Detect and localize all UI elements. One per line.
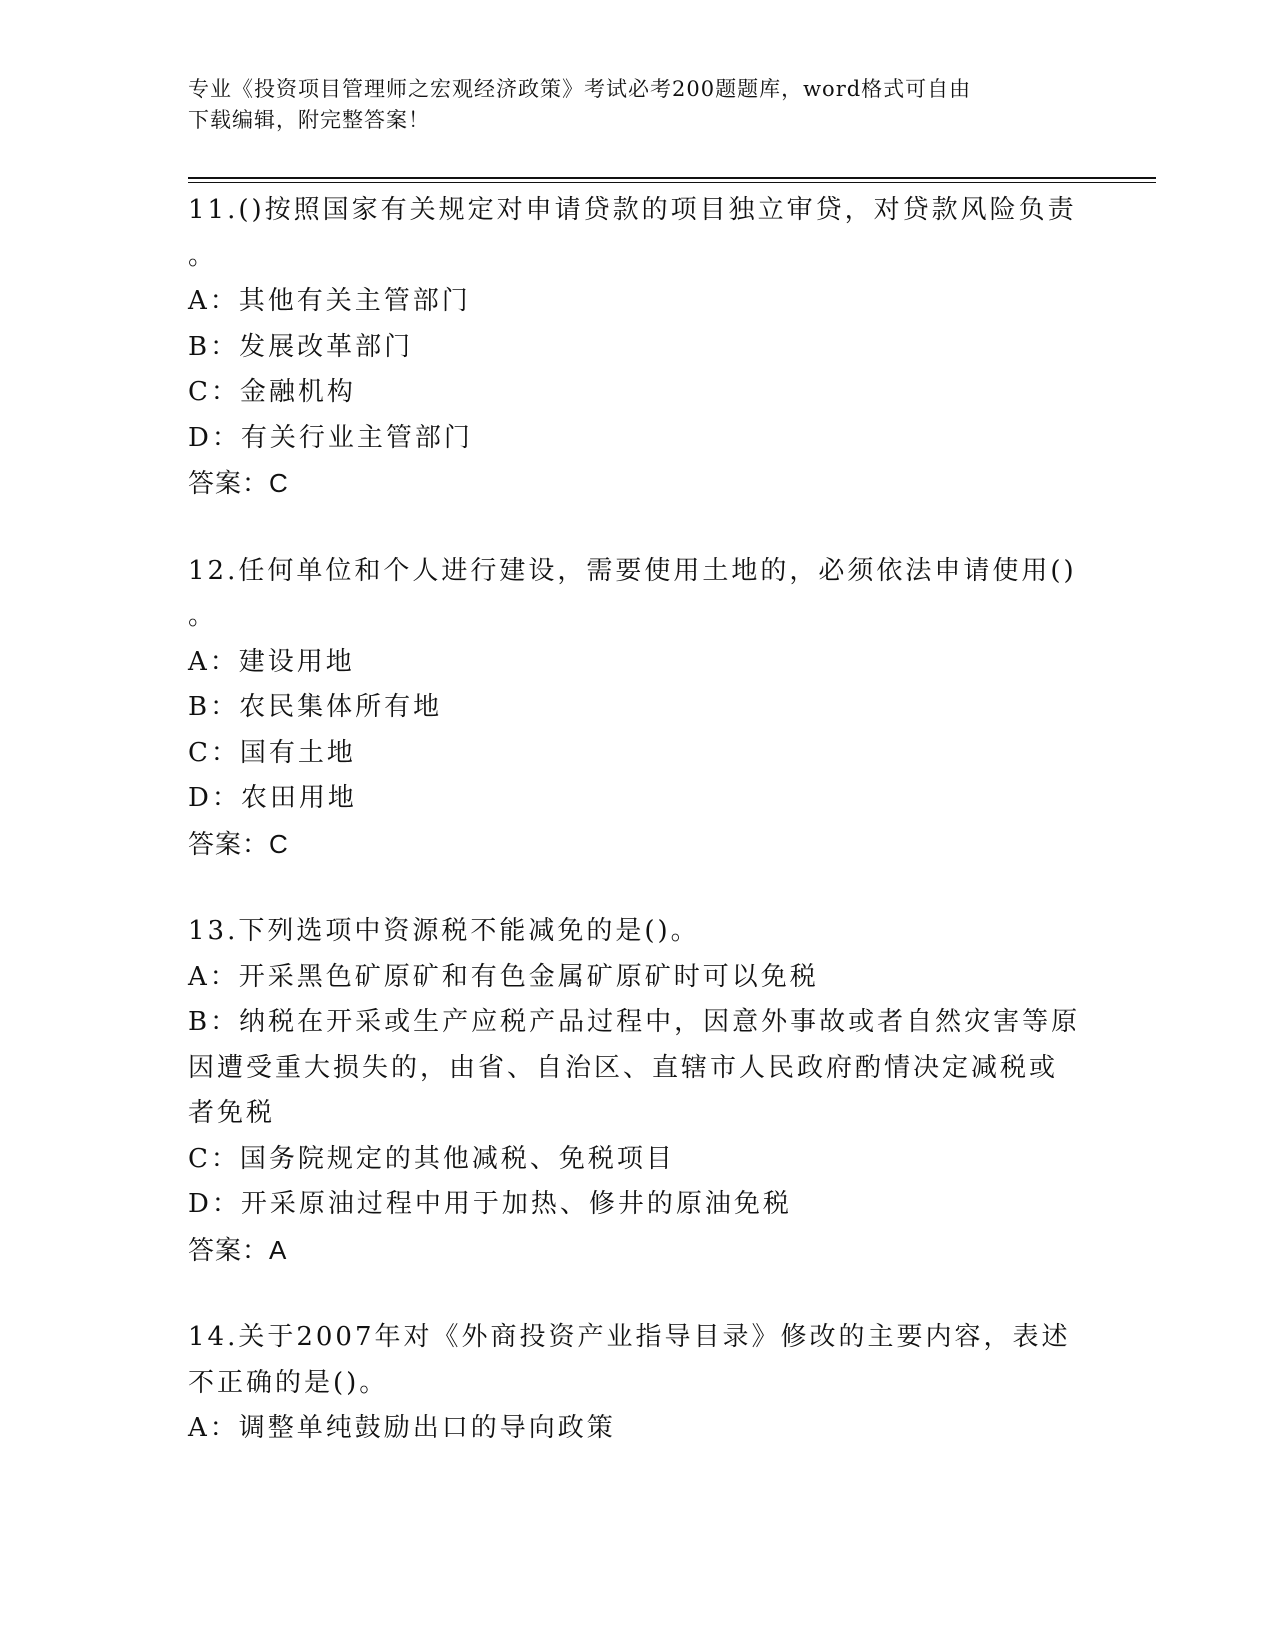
header-line: 下载编辑，附完整答案！ [188,108,430,132]
answer-key: 答案：C [188,468,289,498]
answer-option: A：开采黑色矿原矿和有色金属矿原矿时可以免税 [188,961,819,992]
answer-option: B：纳税在开采或生产应税产品过程中，因意外事故或者自然灾害等原 [188,1007,1081,1037]
question-stem: 13.下列选项中资源税不能减免的是()。 [188,916,700,946]
answer-option: 者免税 [188,1098,276,1128]
header-line: 专业《投资项目管理师之宏观经济政策》考试必考200题题库，word格式可自由 [188,77,972,101]
answer-option: C：金融机构 [188,377,356,407]
answer-option: B：发展改革部门 [188,331,414,362]
question-stem: 。 [188,240,218,271]
header-divider [188,182,1156,183]
question-block [188,1315,1088,1452]
answer-option: D：有关行业主管部门 [188,422,473,453]
answer-option: A：其他有关主管部门 [188,286,471,316]
answer-option: 因遭受重大损失的，由省、自治区、直辖市人民政府酌情决定减税或 [188,1052,1059,1083]
question-stem: 11.()按照国家有关规定对申请贷款的项目独立审贷，对贷款风险负责 [188,195,1077,225]
answer-option: A：建设用地 [188,646,355,677]
question-list [188,188,1088,1494]
document-header [188,74,1068,136]
question-block [188,549,1088,868]
question-block [188,909,1088,1273]
question-block [188,188,1088,507]
answer-option: A：调整单纯鼓励出口的导向政策 [188,1413,616,1443]
question-stem: 不正确的是()。 [188,1367,389,1398]
answer-option: C：国务院规定的其他减税、免税项目 [188,1143,675,1174]
answer-option: D：开采原油过程中用于加热、修井的原油免税 [188,1189,792,1219]
question-stem: 14.关于2007年对《外商投资产业指导目录》修改的主要内容，表述 [188,1322,1071,1352]
answer-option: C：国有土地 [188,737,356,768]
answer-option: D：农田用地 [188,783,357,813]
question-stem: 12.任何单位和个人进行建设，需要使用土地的，必须依法申请使用() [188,555,1077,586]
answer-key: 答案：A [188,1234,288,1265]
answer-key: 答案：C [188,828,289,859]
answer-option: B：农民集体所有地 [188,692,443,722]
header-divider [188,177,1156,179]
question-stem: 。 [188,601,218,631]
